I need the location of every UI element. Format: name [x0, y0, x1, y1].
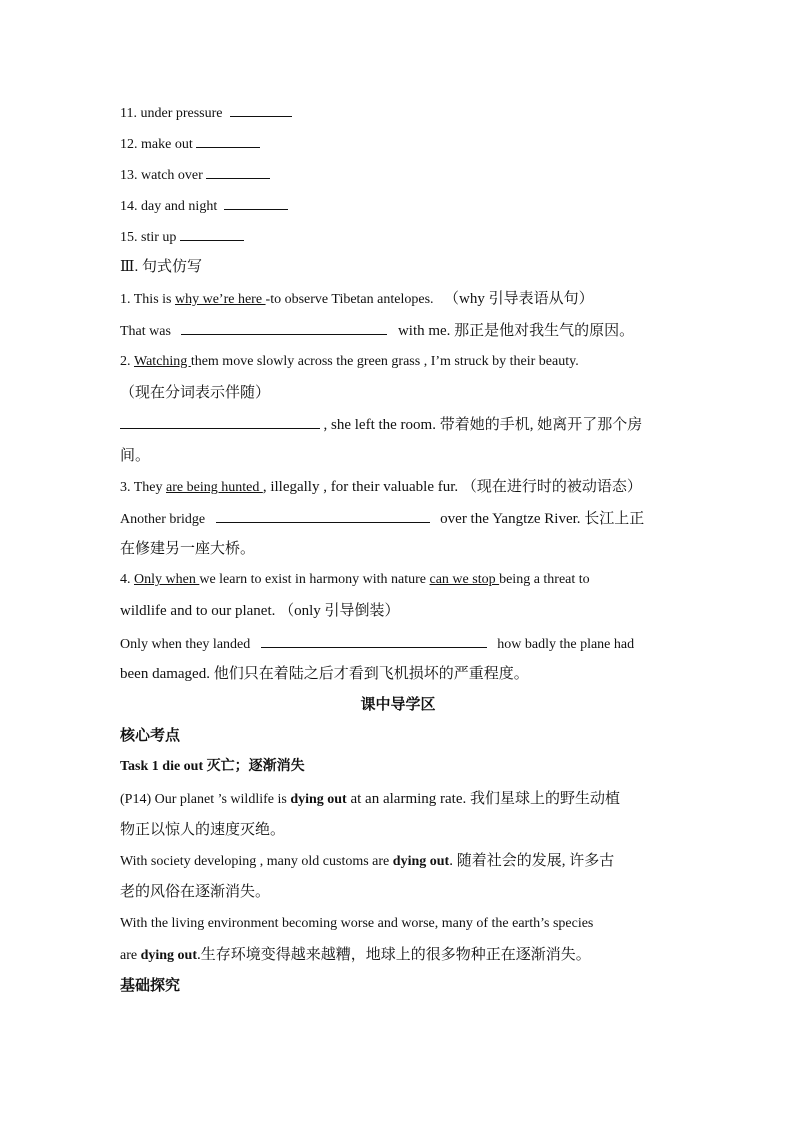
answer-blank[interactable]	[180, 226, 244, 241]
phrase-item-11: 11. under pressure	[120, 102, 676, 124]
answer-blank[interactable]	[181, 320, 387, 335]
phrase-item-13: 13. watch over	[120, 164, 676, 186]
sentence-2: 2. Watching them move slowly across the green grass , I’m struck by their beauty.	[120, 354, 579, 369]
answer-blank[interactable]	[224, 195, 288, 210]
answer-blank[interactable]	[261, 633, 487, 648]
sentence-4-cont: wildlife and to our planet. （only 引导倒装）	[120, 603, 400, 619]
phrase-item-12: 12. make out	[120, 133, 676, 155]
answer-blank[interactable]	[196, 133, 260, 148]
sentence-3: 3. They are being hunted , illegally , for their valuable fur. （现在进行时的被动语态）	[120, 479, 642, 495]
task-title: Task 1 die out 灭亡；逐渐消失	[120, 759, 305, 774]
answer-blank[interactable]	[206, 164, 270, 179]
sentence-2-exercise: , she left the room. 带着她的手机, 她离开了那个房	[120, 414, 676, 436]
sentence-4: 4. Only when we learn to exist in harmony with nature can we stop being a threat to	[120, 572, 590, 587]
sentence-3-exercise: Another bridge over the Yangtze River. 长江上正	[120, 508, 676, 530]
example-3-cont: are dying out.生存环境变得越来越糟，地球上的很多物种正在逐渐消失。	[120, 947, 591, 963]
example-2: With society developing , many old customs are dying out. 随着社会的发展, 许多古	[120, 853, 615, 869]
basic-exploration-heading: 基础探究	[120, 978, 181, 994]
phrase-item-15: 15. stir up	[120, 226, 676, 248]
section-heading: 课中导学区	[360, 697, 436, 713]
sentence-2-note: （现在分词表示伴随）	[120, 385, 271, 401]
example-1: (P14) Our planet ’s wildlife is dying out at an alarming rate. 我们星球上的野生动植	[120, 791, 621, 807]
phrase-item-14: 14. day and night	[120, 195, 676, 217]
sentence-4-exercise-cont: been damaged. 他们只在着陆之后才看到飞机损坏的严重程度。	[120, 666, 529, 682]
answer-blank[interactable]	[230, 102, 292, 117]
sentence-1-exercise: That was with me. 那正是他对我生气的原因。	[120, 320, 676, 342]
sentence-1: 1. This is why we’re here -to observe Tibetan antelopes. （why 引导表语从句）	[120, 291, 594, 307]
answer-blank[interactable]	[120, 414, 320, 429]
example-2-cont: 老的风俗在逐渐消失。	[120, 884, 271, 900]
sentence-3-exercise-cont: 在修建另一座大桥。	[120, 541, 256, 557]
example-3: With the living environment becoming worse and worse, many of the earth’s species	[120, 916, 594, 931]
sentence-4-exercise: Only when they landed how badly the plane had	[120, 633, 676, 655]
answer-blank[interactable]	[216, 508, 430, 523]
example-1-cont: 物正以惊人的速度灭绝。	[120, 822, 286, 838]
sentence-2-exercise-cont: 间。	[120, 448, 151, 464]
core-points-heading: 核心考点	[120, 728, 181, 744]
section-title: Ⅲ. 句式仿写	[120, 259, 202, 275]
